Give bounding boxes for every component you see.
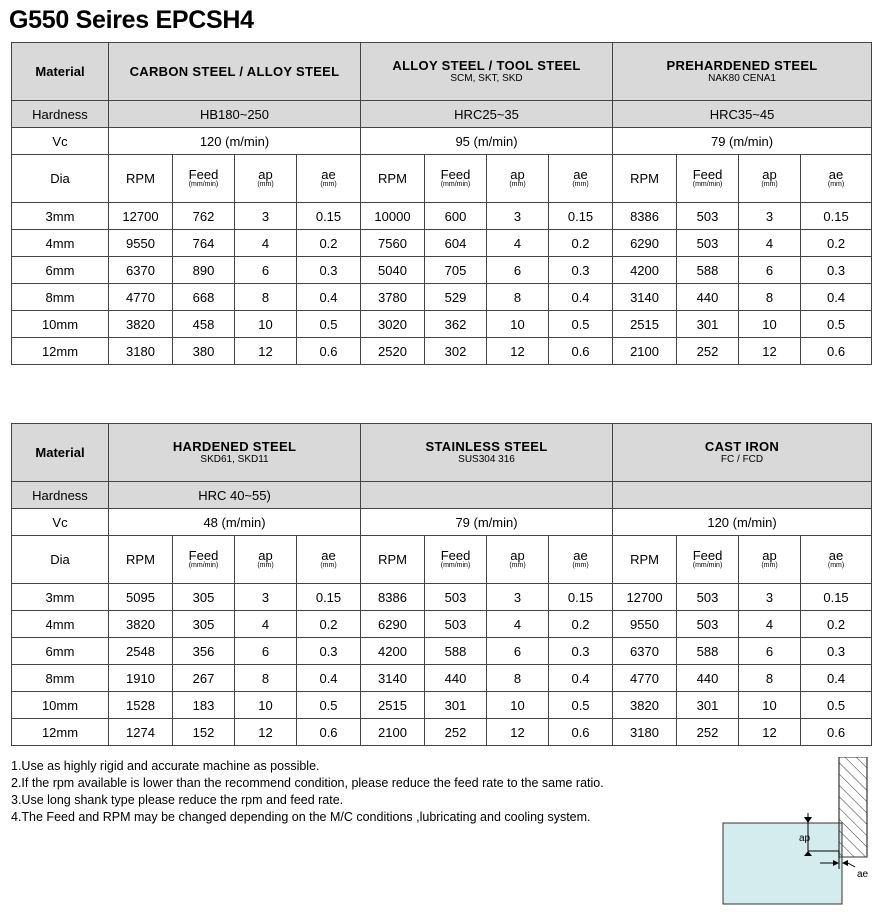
feed-header: Feed (mm/min) [677,536,739,584]
ap-cell: 10 [739,311,801,338]
feed-cell: 668 [173,284,235,311]
ae-cell: 0.6 [297,338,361,365]
cutting-table-2 [11,423,872,746]
column-header-row [12,155,872,203]
ae-label: ae [857,869,869,880]
material-group-name: CARBON STEEL / ALLOY STEEL [129,64,340,79]
material-group-name: STAINLESS STEEL [425,439,548,454]
rpm-cell: 2520 [361,338,425,365]
hardness-value [361,482,613,509]
rpm-cell: 4200 [613,257,677,284]
ap-cell: 12 [739,338,801,365]
ae-cell: 0.5 [549,692,613,719]
ap-cell: 3 [739,584,801,611]
material-group-grades: SCM, SKT, SKD [450,73,523,84]
vc-row [12,128,872,155]
feed-cell: 305 [173,611,235,638]
ae-cell: 0.5 [297,311,361,338]
feed-cell: 301 [425,692,487,719]
ae-cell: 0.3 [297,257,361,284]
material-group-header [613,424,872,482]
rpm-cell: 8386 [361,584,425,611]
ae-cell: 0.3 [549,257,613,284]
dia-cell: 3mm [12,584,109,611]
feed-cell: 252 [425,719,487,746]
note-3: 3.Use long shank type please reduce the rpm and feed rate. [11,793,344,807]
material-group-name: HARDENED STEEL [172,439,297,454]
hardness-label: Hardness [12,101,109,128]
ae-cell: 0.4 [801,665,872,692]
table-row [12,257,872,284]
rpm-cell: 6370 [109,257,173,284]
ae-cell: 0.3 [801,638,872,665]
material-group-header [109,43,361,101]
rpm-cell: 3820 [109,611,173,638]
ap-cell: 12 [235,338,297,365]
rpm-cell: 3140 [361,665,425,692]
rpm-cell: 9550 [109,230,173,257]
ae-cell: 0.4 [297,284,361,311]
feed-cell: 458 [173,311,235,338]
ae-header: ae (mm) [801,536,872,584]
hardness-value [613,482,872,509]
dia-cell: 4mm [12,230,109,257]
hardness-label: Hardness [12,482,109,509]
feed-cell: 503 [677,203,739,230]
rpm-cell: 8386 [613,203,677,230]
feed-cell: 302 [425,338,487,365]
rpm-cell: 6370 [613,638,677,665]
vc-value: 95 (m/min) [361,128,613,155]
ae-header: ae (mm) [549,536,613,584]
rpm-cell: 1274 [109,719,173,746]
vc-value: 120 (m/min) [109,128,361,155]
ae-header: ae (mm) [549,155,613,203]
feed-cell: 529 [425,284,487,311]
page-title: G550 Seires EPCSH4 [9,6,254,34]
ap-cell: 12 [487,719,549,746]
material-group-name: PREHARDENED STEEL [666,58,818,73]
ae-cell: 0.15 [801,203,872,230]
rpm-cell: 3180 [613,719,677,746]
material-group-header [361,424,613,482]
feed-header: Feed (mm/min) [425,155,487,203]
ae-header: ae (mm) [297,155,361,203]
table-row [12,338,872,365]
ae-cell: 0.3 [801,257,872,284]
feed-cell: 267 [173,665,235,692]
ap-label: ap [799,833,811,844]
rpm-header: RPM [361,155,425,203]
feed-cell: 252 [677,338,739,365]
feed-header: Feed (mm/min) [173,536,235,584]
material-label: Material [12,424,109,482]
note-4: 4.The Feed and RPM may be changed depending on the M/C conditions ,lubricating and cooling system. [11,810,591,824]
feed-cell: 705 [425,257,487,284]
material-row [12,43,872,101]
ae-cell: 0.5 [549,311,613,338]
feed-cell: 183 [173,692,235,719]
ap-cell: 6 [739,257,801,284]
table-row [12,311,872,338]
ap-header: ap (mm) [487,536,549,584]
material-row [12,424,872,482]
feed-cell: 301 [677,692,739,719]
ap-cell: 3 [739,203,801,230]
ae-cell: 0.4 [297,665,361,692]
rpm-header: RPM [613,155,677,203]
rpm-cell: 4200 [361,638,425,665]
material-group-header [109,424,361,482]
rpm-cell: 12700 [613,584,677,611]
ap-header: ap (mm) [739,155,801,203]
ap-cell: 4 [487,611,549,638]
hardness-value: HRC25~35 [361,101,613,128]
feed-cell: 600 [425,203,487,230]
feed-cell: 152 [173,719,235,746]
feed-header: Feed (mm/min) [425,536,487,584]
ap-cell: 8 [487,284,549,311]
ap-cell: 8 [739,665,801,692]
table-row [12,611,872,638]
table-row [12,719,872,746]
ae-cell: 0.6 [801,338,872,365]
rpm-cell: 3780 [361,284,425,311]
ap-cell: 12 [235,719,297,746]
note-1: 1.Use as highly rigid and accurate machine as possible. [11,759,320,773]
material-group-grades: NAK80 CENA1 [708,73,776,84]
vc-label: Vc [12,128,109,155]
ae-cell: 0.4 [549,665,613,692]
ap-arrow-top [804,817,812,823]
rpm-cell: 2515 [361,692,425,719]
rpm-header: RPM [109,536,173,584]
rpm-cell: 4770 [613,665,677,692]
rpm-cell: 1528 [109,692,173,719]
ae-header: ae (mm) [801,155,872,203]
table-row [12,638,872,665]
material-group-name: ALLOY STEEL / TOOL STEEL [392,58,581,73]
table-row [12,203,872,230]
material-label: Material [12,43,109,101]
ae-cell: 0.15 [549,584,613,611]
ap-cell: 3 [487,584,549,611]
ae-cell: 0.4 [549,284,613,311]
ae-cell: 0.6 [549,338,613,365]
feed-cell: 440 [425,665,487,692]
feed-header: Feed (mm/min) [173,155,235,203]
feed-cell: 764 [173,230,235,257]
ae-cell: 0.3 [549,638,613,665]
dia-cell: 6mm [12,257,109,284]
dia-cell: 8mm [12,665,109,692]
rpm-header: RPM [109,155,173,203]
ae-cell: 0.6 [801,719,872,746]
note-2: 2.If the rpm available is lower than the recommend condition, please reduce the feed rate to the same ratio. [11,776,604,790]
rpm-cell: 3020 [361,311,425,338]
ap-cell: 4 [739,230,801,257]
vc-value: 79 (m/min) [361,509,613,536]
material-group-header [361,43,613,101]
dia-header: Dia [12,155,109,203]
dia-cell: 8mm [12,284,109,311]
rpm-cell: 3180 [109,338,173,365]
ae-cell: 0.2 [297,230,361,257]
ae-cell: 0.6 [297,719,361,746]
ae-cell: 0.6 [549,719,613,746]
table-row [12,284,872,311]
rpm-cell: 3820 [613,692,677,719]
ap-cell: 3 [235,203,297,230]
ae-cell: 0.4 [801,284,872,311]
feed-cell: 890 [173,257,235,284]
feed-cell: 305 [173,584,235,611]
material-group-name: CAST IRON [704,439,780,454]
ap-cell: 8 [739,284,801,311]
ae-cell: 0.15 [297,584,361,611]
feed-cell: 503 [677,230,739,257]
hardness-row [12,101,872,128]
feed-cell: 440 [677,665,739,692]
ap-cell: 8 [235,284,297,311]
ap-cell: 10 [487,692,549,719]
rpm-cell: 2515 [613,311,677,338]
rpm-cell: 6290 [361,611,425,638]
ap-cell: 6 [235,257,297,284]
feed-cell: 588 [677,257,739,284]
cutting-table-1 [11,42,872,365]
ae-cell: 0.5 [801,692,872,719]
hardness-row [12,482,872,509]
ap-cell: 10 [235,692,297,719]
ae-cell: 0.15 [549,203,613,230]
dia-cell: 10mm [12,311,109,338]
rpm-cell: 10000 [361,203,425,230]
hardness-value: HB180~250 [109,101,361,128]
table-row [12,665,872,692]
ap-header: ap (mm) [487,155,549,203]
ae-cell: 0.3 [297,638,361,665]
vc-value: 120 (m/min) [613,509,872,536]
rpm-cell: 12700 [109,203,173,230]
dia-cell: 4mm [12,611,109,638]
ae-arrow-right [842,860,848,866]
rpm-cell: 3820 [109,311,173,338]
rpm-cell: 1910 [109,665,173,692]
dia-cell: 6mm [12,638,109,665]
ae-cell: 0.15 [801,584,872,611]
ap-cell: 4 [739,611,801,638]
rpm-cell: 2100 [361,719,425,746]
rpm-cell: 3140 [613,284,677,311]
ap-cell: 10 [739,692,801,719]
ap-cell: 8 [235,665,297,692]
ap-cell: 6 [739,638,801,665]
vc-value: 79 (m/min) [613,128,872,155]
ae-cell: 0.15 [297,203,361,230]
column-header-row [12,536,872,584]
vc-label: Vc [12,509,109,536]
end-mill-tool [839,757,867,857]
ap-cell: 6 [235,638,297,665]
rpm-cell: 2548 [109,638,173,665]
rpm-cell: 5040 [361,257,425,284]
ap-cell: 4 [487,230,549,257]
feed-cell: 252 [677,719,739,746]
ap-cell: 3 [487,203,549,230]
feed-cell: 762 [173,203,235,230]
cutting-diagram [720,757,880,907]
feed-header: Feed (mm/min) [677,155,739,203]
rpm-header: RPM [613,536,677,584]
feed-cell: 588 [677,638,739,665]
material-group-header [613,43,872,101]
material-group-grades: SKD61, SKD11 [200,454,269,465]
hardness-value: HRC 40~55) [109,482,361,509]
table-row [12,230,872,257]
ap-cell: 12 [487,338,549,365]
dia-cell: 12mm [12,719,109,746]
ae-header: ae (mm) [297,536,361,584]
ae-cell: 0.5 [801,311,872,338]
ae-cell: 0.5 [297,692,361,719]
dia-cell: 12mm [12,338,109,365]
dia-cell: 10mm [12,692,109,719]
feed-cell: 503 [677,611,739,638]
feed-cell: 440 [677,284,739,311]
table-row [12,584,872,611]
ae-cell: 0.2 [801,230,872,257]
ap-cell: 4 [235,230,297,257]
rpm-cell: 9550 [613,611,677,638]
ap-header: ap (mm) [739,536,801,584]
vc-row [12,509,872,536]
rpm-cell: 2100 [613,338,677,365]
ae-cell: 0.2 [549,611,613,638]
ap-cell: 6 [487,638,549,665]
ap-header: ap (mm) [235,536,297,584]
ap-cell: 4 [235,611,297,638]
ap-cell: 3 [235,584,297,611]
rpm-header: RPM [361,536,425,584]
ae-cell: 0.2 [549,230,613,257]
ap-cell: 12 [739,719,801,746]
feed-cell: 503 [677,584,739,611]
ae-cell: 0.2 [297,611,361,638]
hardness-value: HRC35~45 [613,101,872,128]
rpm-cell: 5095 [109,584,173,611]
ap-cell: 8 [487,665,549,692]
feed-cell: 588 [425,638,487,665]
feed-cell: 604 [425,230,487,257]
dia-header: Dia [12,536,109,584]
ap-cell: 10 [235,311,297,338]
rpm-cell: 6290 [613,230,677,257]
material-group-grades: FC / FCD [720,454,764,465]
feed-cell: 380 [173,338,235,365]
feed-cell: 503 [425,611,487,638]
ae-cell: 0.2 [801,611,872,638]
vc-value: 48 (m/min) [109,509,361,536]
feed-cell: 503 [425,584,487,611]
rpm-cell: 4770 [109,284,173,311]
notes [11,758,604,826]
dia-cell: 3mm [12,203,109,230]
rpm-cell: 7560 [361,230,425,257]
feed-cell: 362 [425,311,487,338]
ap-header: ap (mm) [235,155,297,203]
table-row [12,692,872,719]
feed-cell: 356 [173,638,235,665]
ap-cell: 10 [487,311,549,338]
ap-cell: 6 [487,257,549,284]
feed-cell: 301 [677,311,739,338]
material-group-grades: SUS304 316 [458,454,515,465]
